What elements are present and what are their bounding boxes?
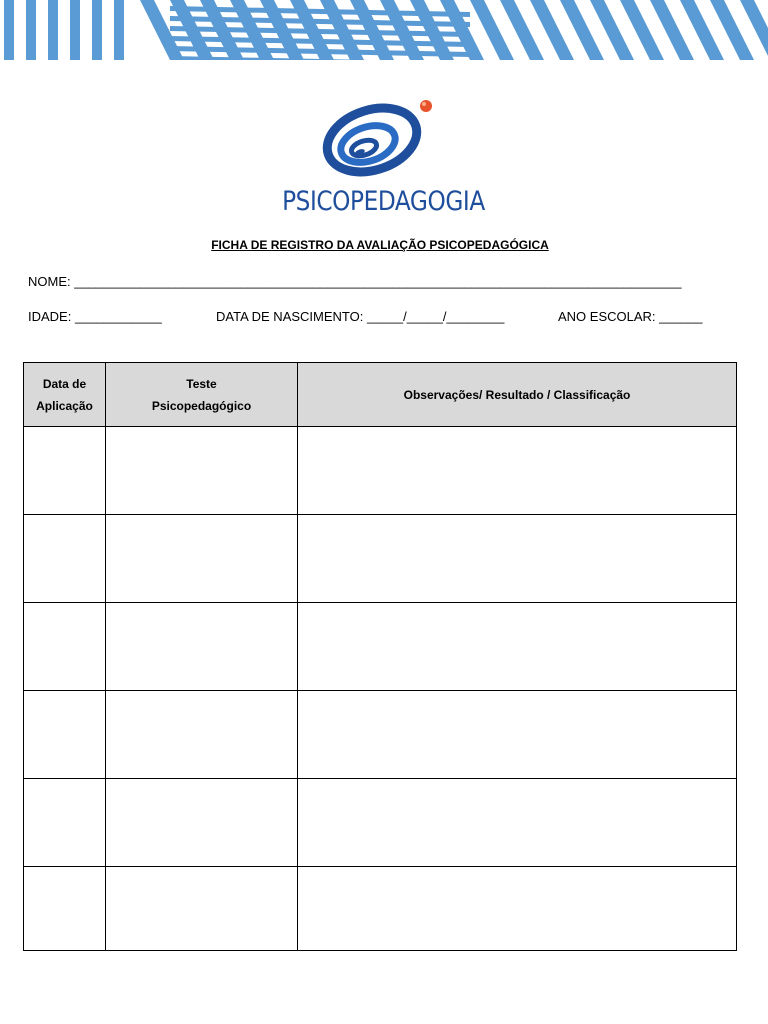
cell-teste[interactable]	[106, 427, 298, 515]
cell-data-aplicacao[interactable]	[24, 779, 106, 867]
stripe	[4, 0, 14, 60]
cell-data-aplicacao[interactable]	[24, 603, 106, 691]
cell-data-aplicacao[interactable]	[24, 867, 106, 951]
table-row	[24, 427, 737, 515]
stripe	[48, 0, 58, 60]
cell-observacoes[interactable]	[298, 427, 737, 515]
ano-escolar-field[interactable]: ANO ESCOLAR: ______	[558, 309, 703, 324]
cell-teste[interactable]	[106, 779, 298, 867]
cell-observacoes[interactable]	[298, 779, 737, 867]
header-teste-line2: Psicopedagógico	[151, 398, 252, 413]
logo-wordmark: PSICOPEDAGOGIA	[282, 186, 485, 217]
header-observacoes: Observações/ Resultado / Classificação	[298, 363, 737, 427]
stripe-pattern	[0, 0, 768, 66]
cell-data-aplicacao[interactable]	[24, 427, 106, 515]
nome-field[interactable]: NOME: ____________________________________________________________________________________	[28, 274, 682, 289]
psicopedagogia-logo-icon	[320, 96, 440, 180]
table-row	[24, 867, 737, 951]
header-data-aplicacao	[24, 363, 106, 427]
stripe	[92, 0, 102, 60]
header-teste	[106, 363, 298, 427]
form-title: FICHA DE REGISTRO DA AVALIAÇÃO PSICOPEDAGÓGICA	[211, 238, 549, 252]
stripe	[26, 0, 36, 60]
stripe	[114, 0, 124, 60]
table-row	[24, 515, 737, 603]
header-data-aplicacao-line2: Aplicação	[36, 398, 93, 413]
idade-field[interactable]: IDADE: ____________	[28, 309, 162, 324]
cell-teste[interactable]	[106, 515, 298, 603]
table-row	[24, 691, 737, 779]
cell-observacoes[interactable]	[298, 603, 737, 691]
cell-teste[interactable]	[106, 603, 298, 691]
table-row	[24, 603, 737, 691]
table-header-row	[24, 363, 737, 427]
cell-observacoes[interactable]	[298, 867, 737, 951]
cell-teste[interactable]	[106, 867, 298, 951]
cell-observacoes[interactable]	[298, 515, 737, 603]
cell-data-aplicacao[interactable]	[24, 515, 106, 603]
header-teste-line1: Teste	[186, 376, 217, 391]
cell-observacoes[interactable]	[298, 691, 737, 779]
banner-bottom-edge	[0, 60, 768, 66]
decorative-stripe-banner	[0, 0, 768, 66]
stripe	[70, 0, 80, 60]
data-nascimento-field[interactable]: DATA DE NASCIMENTO: _____/_____/________	[216, 309, 505, 324]
cell-teste[interactable]	[106, 691, 298, 779]
registro-table	[23, 362, 737, 951]
cell-data-aplicacao[interactable]	[24, 691, 106, 779]
header-data-aplicacao-line1: Data de	[42, 376, 87, 391]
table-row	[24, 779, 737, 867]
